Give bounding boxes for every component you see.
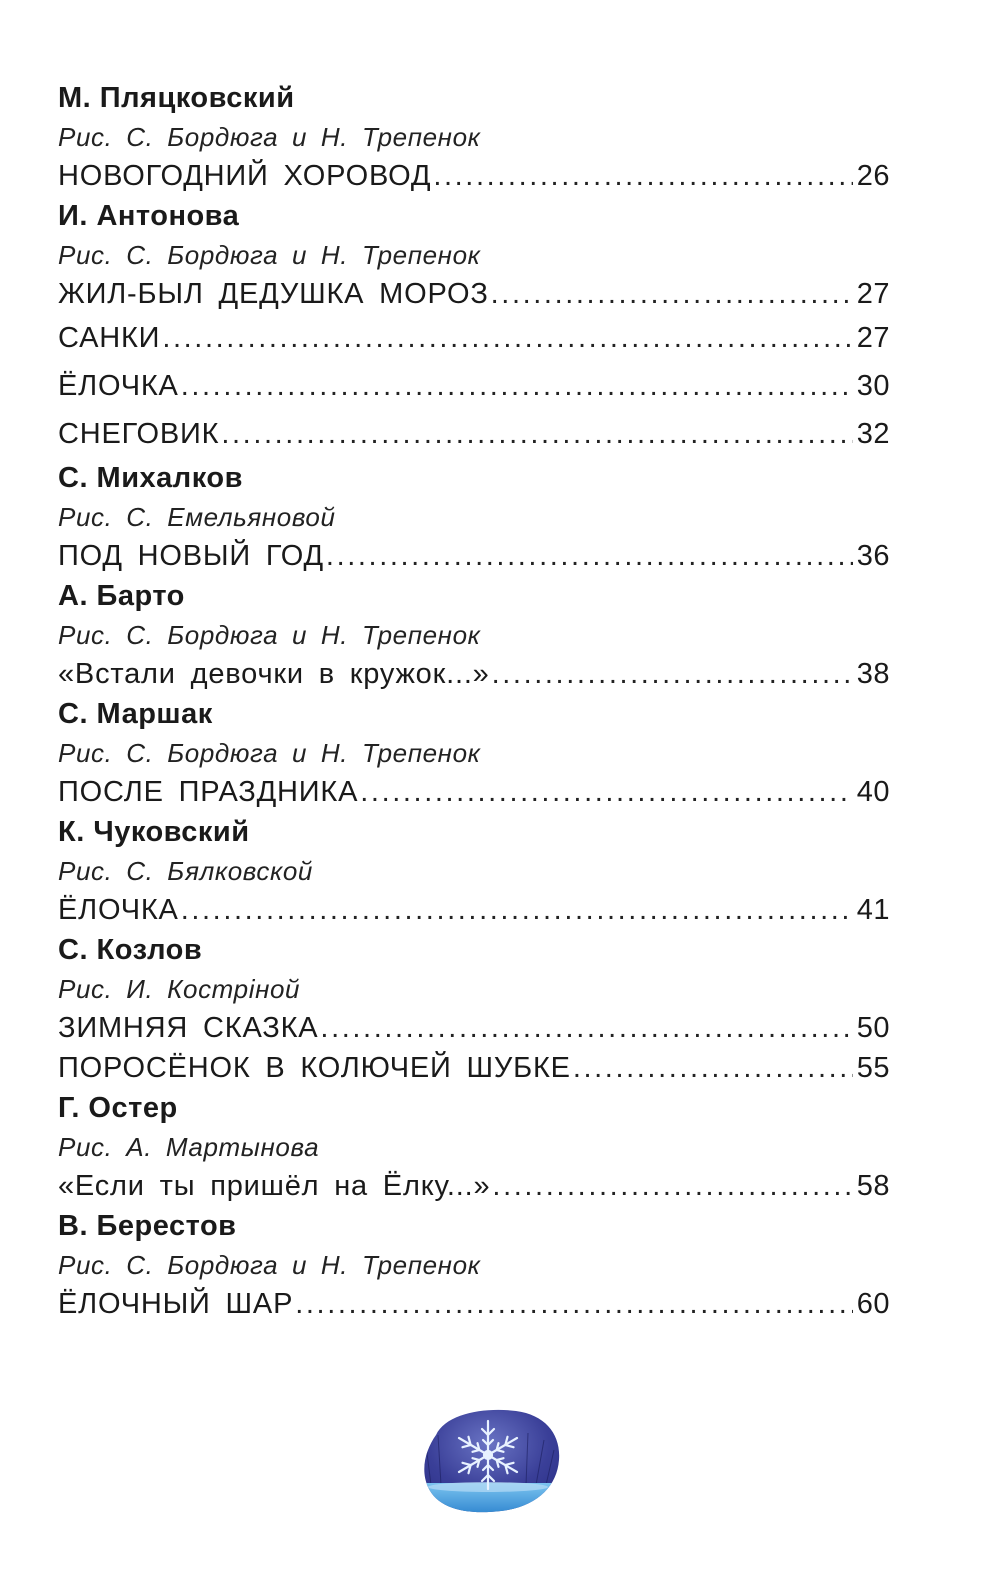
entry-title: ПОД НОВЫЙ ГОД (58, 540, 324, 572)
author-name: Г. Остер (58, 1092, 178, 1124)
dot-leader (181, 890, 853, 930)
illustrator-credit: Рис. С. Бордюга и Н. Трепенок (58, 620, 481, 650)
page-number: 50 (856, 1012, 890, 1044)
dot-leader (573, 1048, 853, 1088)
entry-title: ЖИЛ-БЫЛ ДЕДУШКА МОРОЗ (58, 278, 489, 310)
table-of-contents (58, 78, 890, 1324)
entry-title: СНЕГОВИК (58, 418, 220, 450)
illustrator-credit: Рис. А. Мартынова (58, 1132, 320, 1162)
page-number: 41 (856, 894, 890, 926)
entry-title: САНКИ (58, 322, 161, 354)
author-name: М. Пляцковский (58, 82, 295, 114)
toc-entry[interactable] (58, 314, 890, 362)
toc-entry[interactable] (58, 1048, 890, 1088)
page-number: 36 (856, 540, 890, 572)
toc-entry[interactable] (58, 274, 890, 314)
page-number: 60 (856, 1288, 890, 1320)
page-number: 38 (856, 658, 890, 690)
page-number: 58 (856, 1170, 890, 1202)
toc-entry[interactable] (58, 654, 890, 694)
entry-title: «Если ты пришёл на Ёлку...» (58, 1170, 491, 1202)
toc-entry[interactable] (58, 410, 890, 458)
illustrator-credit: Рис. С. Бялковской (58, 856, 313, 886)
author-name: В. Берестов (58, 1210, 237, 1242)
toc-entry[interactable] (58, 1166, 890, 1206)
entry-title: ЁЛОЧКА (58, 894, 179, 926)
entry-title: ЁЛОЧНЫЙ ШАР (58, 1288, 294, 1320)
toc-section (58, 576, 890, 694)
illustrator-credit: Рис. С. Бордюга и Н. Трепенок (58, 240, 481, 270)
toc-section (58, 1088, 890, 1206)
dot-leader (221, 410, 852, 458)
entry-title: ПОСЛЕ ПРАЗДНИКА (58, 776, 359, 808)
page-number: 30 (856, 370, 890, 402)
page-number: 27 (856, 278, 890, 310)
illustrator-credit: Рис. И. Кострiной (58, 974, 301, 1004)
page-number: 26 (856, 160, 890, 192)
page-number: 55 (856, 1052, 890, 1084)
author-name: С. Козлов (58, 934, 203, 966)
dot-leader (433, 156, 852, 196)
toc-section (58, 812, 890, 930)
dot-leader (360, 772, 852, 812)
toc-entry[interactable] (58, 1284, 890, 1324)
page-number: 32 (856, 418, 890, 450)
author-name: И. Антонова (58, 200, 240, 232)
toc-section (58, 458, 890, 576)
illustrator-credit: Рис. С. Бордюга и Н. Трепенок (58, 1250, 481, 1280)
page-number: 40 (856, 776, 890, 808)
author-name: С. Маршак (58, 698, 213, 730)
snowflake-icon (416, 1405, 561, 1515)
toc-entry[interactable] (58, 772, 890, 812)
entry-title: НОВОГОДНИЙ ХОРОВОД (58, 160, 432, 192)
dot-leader (181, 362, 853, 410)
toc-entry[interactable] (58, 362, 890, 410)
toc-section (58, 694, 890, 812)
entry-title: ЗИМНЯЯ СКАЗКА (58, 1012, 319, 1044)
entry-title: ЁЛОЧКА (58, 370, 179, 402)
dot-leader (491, 274, 853, 314)
toc-section (58, 78, 890, 196)
dot-leader (326, 536, 853, 576)
author-name: К. Чуковский (58, 816, 250, 848)
entry-title: «Встали девочки в кружок...» (58, 658, 490, 690)
dot-leader (295, 1284, 853, 1324)
dot-leader (492, 1166, 852, 1206)
author-name: С. Михалков (58, 462, 243, 494)
dot-leader (162, 314, 852, 362)
toc-section (58, 930, 890, 1088)
toc-entry[interactable] (58, 890, 890, 930)
toc-entry[interactable] (58, 156, 890, 196)
page-number: 27 (856, 322, 890, 354)
toc-entry[interactable] (58, 536, 890, 576)
illustrator-credit: Рис. С. Емельяновой (58, 502, 336, 532)
dot-leader (320, 1008, 852, 1048)
toc-section (58, 196, 890, 458)
toc-section (58, 1206, 890, 1324)
toc-entry[interactable] (58, 1008, 890, 1048)
dot-leader (492, 654, 853, 694)
entry-title: ПОРОСЁНОК В КОЛЮЧЕЙ ШУБКЕ (58, 1052, 571, 1084)
author-name: А. Барто (58, 580, 185, 612)
illustrator-credit: Рис. С. Бордюга и Н. Трепенок (58, 738, 481, 768)
illustrator-credit: Рис. С. Бордюга и Н. Трепенок (58, 122, 481, 152)
